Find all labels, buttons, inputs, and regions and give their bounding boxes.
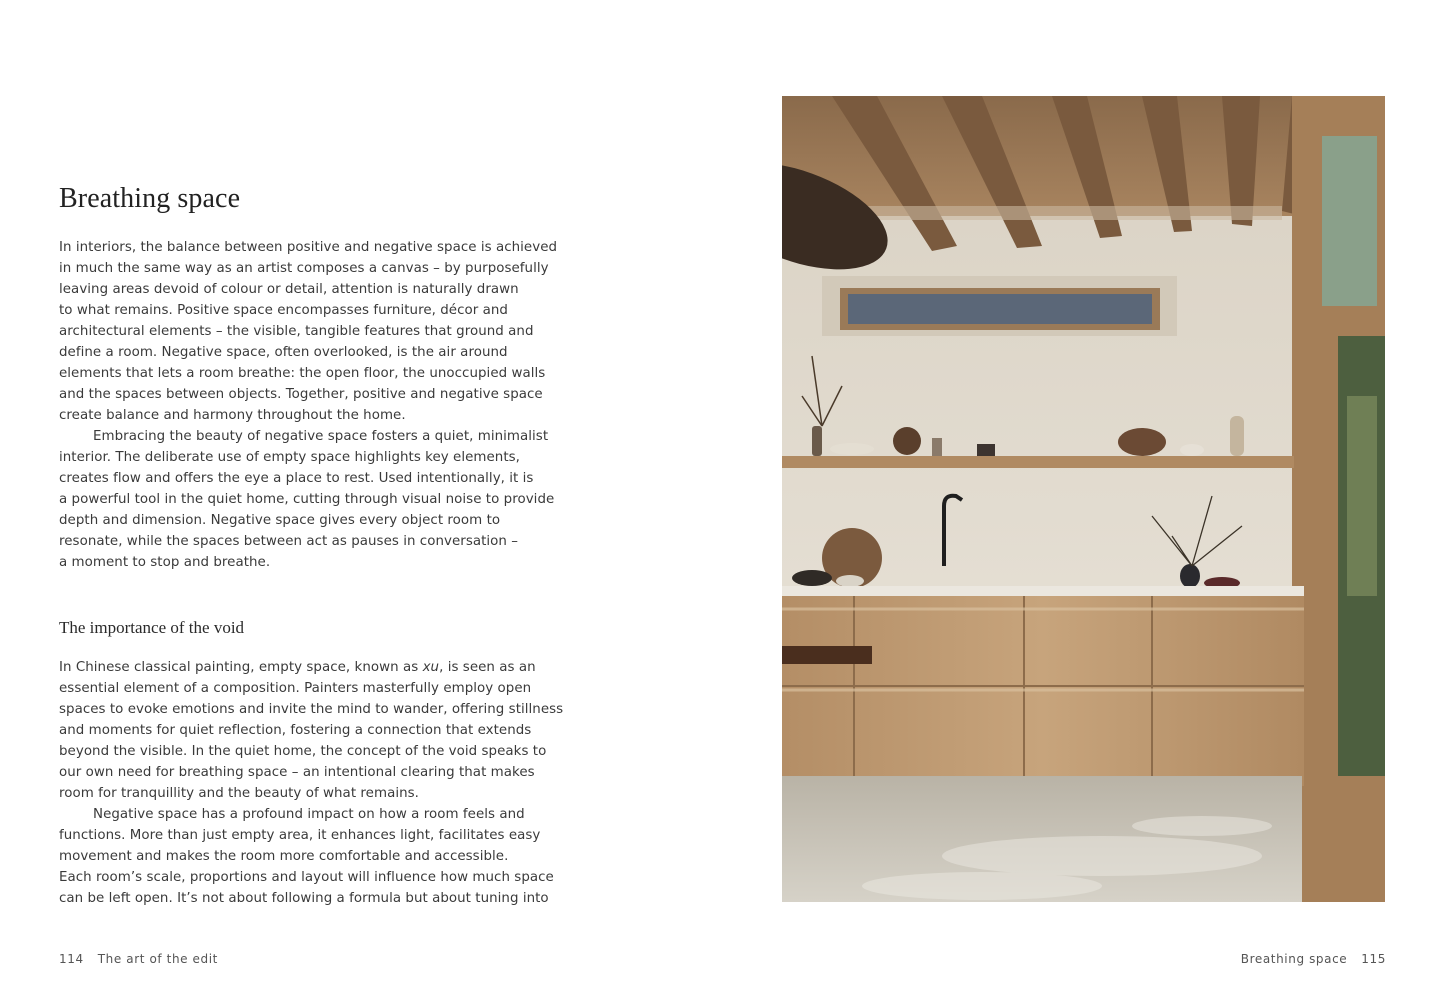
text-line: resonate, while the spaces between act as pauses in conversation – [59, 534, 519, 549]
text-line: creates flow and offers the eye a place to rest. Used intentionally, it is [59, 471, 534, 486]
paragraph [59, 237, 558, 426]
text-line: functions. More than just empty area, it enhances light, facilitates easy [59, 828, 541, 843]
text-line: in much the same way as an artist composes a canvas – by purposefully [59, 261, 549, 276]
section-body [59, 657, 564, 909]
emphasis-term: xu [422, 660, 440, 675]
text-line: a powerful tool in the quiet home, cutting through visual noise to provide [59, 492, 555, 507]
paragraph [59, 657, 564, 804]
text-line: architectural elements – the visible, tangible features that ground and [59, 324, 534, 339]
text-line: Each room’s scale, proportions and layout will influence how much space [59, 870, 554, 885]
text-line: essential element of a composition. Painters masterfully employ open [59, 681, 532, 696]
page-folio-left [59, 952, 218, 966]
paragraph [59, 426, 555, 573]
text-fragment: In Chinese classical painting, empty space, known as [59, 660, 423, 675]
text-line: elements that lets a room breathe: the open floor, the unoccupied walls [59, 366, 546, 381]
text-line: Negative space has a profound impact on how a room feels and [93, 807, 525, 822]
page-heading: Breathing space [59, 183, 241, 214]
text-fragment: , is seen as an [439, 660, 536, 675]
text-line: In interiors, the balance between positive and negative space is achieved [59, 240, 558, 255]
text-line: leaving areas devoid of colour or detail, attention is naturally drawn [59, 282, 519, 297]
text-line: create balance and harmony throughout the home. [59, 408, 406, 423]
text-line: interior. The deliberate use of empty space highlights key elements, [59, 450, 520, 465]
text-line: can be left open. It’s not about following a formula but about tuning into [59, 891, 549, 906]
section-body [59, 237, 558, 573]
right-page [722, 0, 1445, 1003]
text-line: spaces to evoke emotions and invite the mind to wander, offering stillness [59, 702, 564, 717]
section-subheading: The importance of the void [59, 618, 245, 637]
running-title: The art of the edit [97, 952, 218, 966]
text-line: to what remains. Positive space encompasses furniture, décor and [59, 303, 508, 318]
kitchen-photo [782, 96, 1385, 902]
kitchen-photo-illustration [782, 96, 1385, 902]
running-title: Breathing space [1240, 952, 1348, 966]
text-line: our own need for breathing space – an intentional clearing that makes [59, 765, 535, 780]
text-line: and moments for quiet reflection, fostering a connection that extends [59, 723, 532, 738]
text-line: define a room. Negative space, often overlooked, is the air around [59, 345, 508, 360]
text-line: beyond the visible. In the quiet home, the concept of the void speaks to [59, 744, 547, 759]
text-line: a moment to stop and breathe. [59, 555, 271, 570]
page-number: 114 [59, 952, 84, 966]
text-line: depth and dimension. Negative space gives every object room to [59, 513, 501, 528]
text-line: movement and makes the room more comfortable and accessible. [59, 849, 509, 864]
page-folio-right [1241, 952, 1386, 966]
text-line [59, 657, 549, 678]
text-line: Embracing the beauty of negative space fosters a quiet, minimalist [93, 429, 549, 444]
text-line: room for tranquillity and the beauty of what remains. [59, 786, 419, 801]
text-line: and the spaces between objects. Together, positive and negative space [59, 387, 543, 402]
paragraph [59, 804, 554, 909]
page-number: 115 [1361, 952, 1386, 966]
left-page [0, 0, 722, 1003]
